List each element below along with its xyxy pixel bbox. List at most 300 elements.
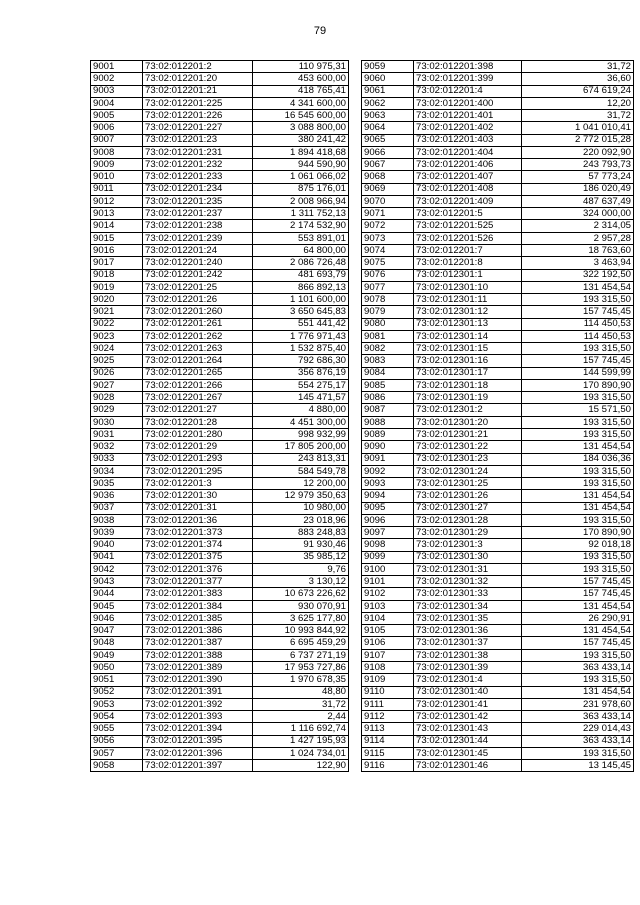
value-cell: 1 061 066,02 xyxy=(253,171,349,183)
row-number-cell: 9027 xyxy=(91,379,143,391)
cadastral-number-cell: 73:02:012301:35 xyxy=(414,612,522,624)
table-row xyxy=(362,490,634,502)
value-cell: 553 891,01 xyxy=(253,232,349,244)
cadastral-number-cell: 73:02:012201:409 xyxy=(414,195,522,207)
cadastral-number-cell: 73:02:012301:32 xyxy=(414,576,522,588)
cadastral-number-cell: 73:02:012301:41 xyxy=(414,698,522,710)
row-number-cell: 9109 xyxy=(362,674,414,686)
row-number-cell: 9073 xyxy=(362,232,414,244)
table-row xyxy=(362,110,634,122)
value-cell: 131 454,54 xyxy=(522,625,634,637)
row-number-cell: 9071 xyxy=(362,208,414,220)
cadastral-number-cell: 73:02:012201:8 xyxy=(414,257,522,269)
value-cell: 2 174 532,90 xyxy=(253,220,349,232)
cadastral-number-cell: 73:02:012201:26 xyxy=(143,294,253,306)
row-number-cell: 9094 xyxy=(362,490,414,502)
table-row xyxy=(362,244,634,256)
value-cell: 1 024 734,01 xyxy=(253,747,349,759)
value-cell: 883 248,83 xyxy=(253,527,349,539)
row-number-cell: 9029 xyxy=(91,404,143,416)
value-cell: 17 953 727,86 xyxy=(253,662,349,674)
table-row xyxy=(362,637,634,649)
table-row xyxy=(91,110,349,122)
table-row xyxy=(91,404,349,416)
table-row xyxy=(91,649,349,661)
row-number-cell: 9050 xyxy=(91,662,143,674)
cadastral-number-cell: 73:02:012201:237 xyxy=(143,208,253,220)
table-row xyxy=(362,674,634,686)
value-cell: 554 275,17 xyxy=(253,379,349,391)
cadastral-number-cell: 73:02:012301:15 xyxy=(414,343,522,355)
table-row xyxy=(91,637,349,649)
row-number-cell: 9061 xyxy=(362,85,414,97)
value-cell: 48,80 xyxy=(253,686,349,698)
table-row xyxy=(362,355,634,367)
value-cell: 193 315,50 xyxy=(522,416,634,428)
row-number-cell: 9010 xyxy=(91,171,143,183)
value-cell: 170 890,90 xyxy=(522,379,634,391)
value-cell: 1 970 678,35 xyxy=(253,674,349,686)
cadastral-number-cell: 73:02:012301:28 xyxy=(414,514,522,526)
table-row xyxy=(362,208,634,220)
row-number-cell: 9001 xyxy=(91,61,143,73)
cadastral-number-cell: 73:02:012201:225 xyxy=(143,97,253,109)
cadastral-number-cell: 73:02:012201:395 xyxy=(143,735,253,747)
row-number-cell: 9077 xyxy=(362,281,414,293)
row-number-cell: 9107 xyxy=(362,649,414,661)
value-cell: 193 315,50 xyxy=(522,563,634,575)
table-row xyxy=(91,73,349,85)
cadastral-number-cell: 73:02:012201:373 xyxy=(143,527,253,539)
cadastral-number-cell: 73:02:012301:36 xyxy=(414,625,522,637)
row-number-cell: 9036 xyxy=(91,490,143,502)
value-cell: 193 315,50 xyxy=(522,674,634,686)
value-cell: 551 441,42 xyxy=(253,318,349,330)
cadastral-number-cell: 73:02:012201:266 xyxy=(143,379,253,391)
value-cell: 186 020,49 xyxy=(522,183,634,195)
value-cell: 1 776 971,43 xyxy=(253,330,349,342)
value-cell: 193 315,50 xyxy=(522,392,634,404)
cadastral-number-cell: 73:02:012201:396 xyxy=(143,747,253,759)
cadastral-number-cell: 73:02:012201:27 xyxy=(143,404,253,416)
cadastral-number-cell: 73:02:012201:2 xyxy=(143,61,253,73)
value-cell: 6 737 271,19 xyxy=(253,649,349,661)
cadastral-number-cell: 73:02:012301:30 xyxy=(414,551,522,563)
row-number-cell: 9041 xyxy=(91,551,143,563)
cadastral-number-cell: 73:02:012301:18 xyxy=(414,379,522,391)
table-row xyxy=(91,171,349,183)
value-cell: 2 086 726,48 xyxy=(253,257,349,269)
cadastral-number-cell: 73:02:012201:31 xyxy=(143,502,253,514)
value-cell: 13 145,45 xyxy=(522,760,634,772)
value-cell: 131 454,54 xyxy=(522,600,634,612)
table-row xyxy=(91,453,349,465)
table-row xyxy=(362,441,634,453)
cadastral-number-cell: 73:02:012201:377 xyxy=(143,576,253,588)
row-number-cell: 9039 xyxy=(91,527,143,539)
cadastral-number-cell: 73:02:012201:262 xyxy=(143,330,253,342)
cadastral-number-cell: 73:02:012301:34 xyxy=(414,600,522,612)
cadastral-number-cell: 73:02:012201:399 xyxy=(414,73,522,85)
value-cell: 3 088 800,00 xyxy=(253,122,349,134)
value-cell: 4 880,00 xyxy=(253,404,349,416)
cadastral-number-cell: 73:02:012301:31 xyxy=(414,563,522,575)
value-cell: 1 041 010,41 xyxy=(522,122,634,134)
row-number-cell: 9004 xyxy=(91,97,143,109)
value-cell: 930 070,91 xyxy=(253,600,349,612)
table-row xyxy=(91,159,349,171)
cadastral-number-cell: 73:02:012301:39 xyxy=(414,662,522,674)
value-cell: 324 000,00 xyxy=(522,208,634,220)
value-cell: 193 315,50 xyxy=(522,551,634,563)
row-number-cell: 9075 xyxy=(362,257,414,269)
table-row xyxy=(91,195,349,207)
cadastral-number-cell: 73:02:012201:401 xyxy=(414,110,522,122)
row-number-cell: 9046 xyxy=(91,612,143,624)
row-number-cell: 9019 xyxy=(91,281,143,293)
row-number-cell: 9008 xyxy=(91,146,143,158)
cadastral-number-cell: 73:02:012201:526 xyxy=(414,232,522,244)
cadastral-number-cell: 73:02:012201:30 xyxy=(143,490,253,502)
value-cell: 363 433,14 xyxy=(522,735,634,747)
value-cell: 193 315,50 xyxy=(522,478,634,490)
value-cell: 1 894 418,68 xyxy=(253,146,349,158)
table-row xyxy=(91,674,349,686)
row-number-cell: 9105 xyxy=(362,625,414,637)
cadastral-number-cell: 73:02:012301:22 xyxy=(414,441,522,453)
value-cell: 193 315,50 xyxy=(522,428,634,440)
row-number-cell: 9045 xyxy=(91,600,143,612)
table-row xyxy=(91,711,349,723)
row-number-cell: 9007 xyxy=(91,134,143,146)
table-row xyxy=(362,698,634,710)
row-number-cell: 9079 xyxy=(362,306,414,318)
cadastral-number-cell: 73:02:012201:235 xyxy=(143,195,253,207)
cadastral-number-cell: 73:02:012201:28 xyxy=(143,416,253,428)
row-number-cell: 9086 xyxy=(362,392,414,404)
table-row xyxy=(362,514,634,526)
table-row xyxy=(362,551,634,563)
value-cell: 122,90 xyxy=(253,760,349,772)
table-row xyxy=(91,747,349,759)
row-number-cell: 9034 xyxy=(91,465,143,477)
table-row xyxy=(362,281,634,293)
cadastral-number-cell: 73:02:012201:7 xyxy=(414,244,522,256)
row-number-cell: 9068 xyxy=(362,171,414,183)
cadastral-number-cell: 73:02:012201:388 xyxy=(143,649,253,661)
row-number-cell: 9057 xyxy=(91,747,143,759)
value-cell: 3 625 177,80 xyxy=(253,612,349,624)
table-row xyxy=(362,195,634,207)
value-cell: 23 018,96 xyxy=(253,514,349,526)
table-row xyxy=(362,760,634,772)
value-cell: 1 101 600,00 xyxy=(253,294,349,306)
row-number-cell: 9106 xyxy=(362,637,414,649)
row-number-cell: 9078 xyxy=(362,294,414,306)
table-row xyxy=(91,122,349,134)
table-row xyxy=(362,612,634,624)
cadastral-number-cell: 73:02:012201:280 xyxy=(143,428,253,440)
row-number-cell: 9081 xyxy=(362,330,414,342)
value-cell: 193 315,50 xyxy=(522,294,634,306)
table-row xyxy=(362,723,634,735)
cadastral-number-cell: 73:02:012201:398 xyxy=(414,61,522,73)
value-cell: 866 892,13 xyxy=(253,281,349,293)
value-cell: 92 018,18 xyxy=(522,539,634,551)
cadastral-number-cell: 73:02:012201:239 xyxy=(143,232,253,244)
table-row xyxy=(91,257,349,269)
row-number-cell: 9066 xyxy=(362,146,414,158)
table-row xyxy=(362,686,634,698)
value-cell: 12 979 350,63 xyxy=(253,490,349,502)
table-row xyxy=(91,588,349,600)
cadastral-number-cell: 73:02:012201:391 xyxy=(143,686,253,698)
value-cell: 418 765,41 xyxy=(253,85,349,97)
cadastral-number-cell: 73:02:012301:29 xyxy=(414,527,522,539)
cadastral-table-right xyxy=(361,60,634,772)
table-row xyxy=(91,392,349,404)
value-cell: 1 427 195,93 xyxy=(253,735,349,747)
cadastral-number-cell: 73:02:012201:389 xyxy=(143,662,253,674)
cadastral-number-cell: 73:02:012301:4 xyxy=(414,674,522,686)
row-number-cell: 9024 xyxy=(91,343,143,355)
cadastral-number-cell: 73:02:012201:397 xyxy=(143,760,253,772)
cadastral-number-cell: 73:02:012201:260 xyxy=(143,306,253,318)
value-cell: 64 800,00 xyxy=(253,244,349,256)
row-number-cell: 9017 xyxy=(91,257,143,269)
cadastral-number-cell: 73:02:012201:402 xyxy=(414,122,522,134)
row-number-cell: 9012 xyxy=(91,195,143,207)
row-number-cell: 9095 xyxy=(362,502,414,514)
row-number-cell: 9005 xyxy=(91,110,143,122)
value-cell: 3 463,94 xyxy=(522,257,634,269)
row-number-cell: 9023 xyxy=(91,330,143,342)
row-number-cell: 9013 xyxy=(91,208,143,220)
table-row xyxy=(91,232,349,244)
row-number-cell: 9115 xyxy=(362,747,414,759)
row-number-cell: 9076 xyxy=(362,269,414,281)
row-number-cell: 9047 xyxy=(91,625,143,637)
row-number-cell: 9089 xyxy=(362,428,414,440)
cadastral-number-cell: 73:02:012301:37 xyxy=(414,637,522,649)
row-number-cell: 9103 xyxy=(362,600,414,612)
cadastral-number-cell: 73:02:012201:263 xyxy=(143,343,253,355)
value-cell: 170 890,90 xyxy=(522,527,634,539)
value-cell: 184 036,36 xyxy=(522,453,634,465)
row-number-cell: 9011 xyxy=(91,183,143,195)
cadastral-number-cell: 73:02:012201:4 xyxy=(414,85,522,97)
cadastral-number-cell: 73:02:012301:21 xyxy=(414,428,522,440)
cadastral-number-cell: 73:02:012201:231 xyxy=(143,146,253,158)
cadastral-number-cell: 73:02:012301:11 xyxy=(414,294,522,306)
cadastral-number-cell: 73:02:012201:3 xyxy=(143,478,253,490)
row-number-cell: 9088 xyxy=(362,416,414,428)
value-cell: 31,72 xyxy=(522,61,634,73)
row-number-cell: 9058 xyxy=(91,760,143,772)
cadastral-number-cell: 73:02:012201:392 xyxy=(143,698,253,710)
table-row xyxy=(362,588,634,600)
table-row xyxy=(91,330,349,342)
table-row xyxy=(362,527,634,539)
row-number-cell: 9015 xyxy=(91,232,143,244)
value-cell: 35 985,12 xyxy=(253,551,349,563)
value-cell: 1 311 752,13 xyxy=(253,208,349,220)
row-number-cell: 9062 xyxy=(362,97,414,109)
table-row xyxy=(91,760,349,772)
cadastral-number-cell: 73:02:012201:24 xyxy=(143,244,253,256)
value-cell: 2,44 xyxy=(253,711,349,723)
row-number-cell: 9054 xyxy=(91,711,143,723)
value-cell: 26 290,91 xyxy=(522,612,634,624)
row-number-cell: 9051 xyxy=(91,674,143,686)
row-number-cell: 9048 xyxy=(91,637,143,649)
row-number-cell: 9059 xyxy=(362,61,414,73)
value-cell: 322 192,50 xyxy=(522,269,634,281)
cadastral-number-cell: 73:02:012201:393 xyxy=(143,711,253,723)
cadastral-number-cell: 73:02:012201:232 xyxy=(143,159,253,171)
table-row xyxy=(362,625,634,637)
value-cell: 10 980,00 xyxy=(253,502,349,514)
row-number-cell: 9016 xyxy=(91,244,143,256)
row-number-cell: 9111 xyxy=(362,698,414,710)
row-number-cell: 9070 xyxy=(362,195,414,207)
value-cell: 481 693,79 xyxy=(253,269,349,281)
table-row xyxy=(91,625,349,637)
cadastral-number-cell: 73:02:012301:42 xyxy=(414,711,522,723)
value-cell: 110 975,31 xyxy=(253,61,349,73)
value-cell: 114 450,53 xyxy=(522,318,634,330)
page-number: 79 xyxy=(313,25,327,37)
row-number-cell: 9110 xyxy=(362,686,414,698)
cadastral-number-cell: 73:02:012201:385 xyxy=(143,612,253,624)
row-number-cell: 9049 xyxy=(91,649,143,661)
table-row xyxy=(362,85,634,97)
row-number-cell: 9091 xyxy=(362,453,414,465)
cadastral-number-cell: 73:02:012201:387 xyxy=(143,637,253,649)
cadastral-number-cell: 73:02:012201:25 xyxy=(143,281,253,293)
row-number-cell: 9026 xyxy=(91,367,143,379)
cadastral-number-cell: 73:02:012201:234 xyxy=(143,183,253,195)
table-row xyxy=(91,61,349,73)
row-number-cell: 9014 xyxy=(91,220,143,232)
table-row xyxy=(362,73,634,85)
value-cell: 31,72 xyxy=(253,698,349,710)
row-number-cell: 9099 xyxy=(362,551,414,563)
value-cell: 487 637,49 xyxy=(522,195,634,207)
table-row xyxy=(91,465,349,477)
cadastral-number-cell: 73:02:012201:20 xyxy=(143,73,253,85)
table-row xyxy=(91,735,349,747)
table-row xyxy=(91,294,349,306)
table-row xyxy=(362,220,634,232)
value-cell: 363 433,14 xyxy=(522,662,634,674)
cadastral-number-cell: 73:02:012201:233 xyxy=(143,171,253,183)
cadastral-number-cell: 73:02:012301:12 xyxy=(414,306,522,318)
row-number-cell: 9030 xyxy=(91,416,143,428)
cadastral-number-cell: 73:02:012301:27 xyxy=(414,502,522,514)
row-number-cell: 9072 xyxy=(362,220,414,232)
table-row xyxy=(362,404,634,416)
row-number-cell: 9025 xyxy=(91,355,143,367)
table-row xyxy=(362,662,634,674)
table-row xyxy=(362,269,634,281)
row-number-cell: 9044 xyxy=(91,588,143,600)
row-number-cell: 9100 xyxy=(362,563,414,575)
cadastral-number-cell: 73:02:012201:36 xyxy=(143,514,253,526)
row-number-cell: 9093 xyxy=(362,478,414,490)
value-cell: 144 599,99 xyxy=(522,367,634,379)
row-number-cell: 9112 xyxy=(362,711,414,723)
table-row xyxy=(91,723,349,735)
value-cell: 243 793,73 xyxy=(522,159,634,171)
cadastral-number-cell: 73:02:012201:227 xyxy=(143,122,253,134)
value-cell: 1 532 875,40 xyxy=(253,343,349,355)
cadastral-number-cell: 73:02:012301:19 xyxy=(414,392,522,404)
cadastral-table-left xyxy=(90,60,349,772)
value-cell: 91 930,46 xyxy=(253,539,349,551)
value-cell: 31,72 xyxy=(522,110,634,122)
value-cell: 1 116 692,74 xyxy=(253,723,349,735)
table-row xyxy=(362,502,634,514)
value-cell: 998 932,99 xyxy=(253,428,349,440)
value-cell: 356 876,19 xyxy=(253,367,349,379)
table-row xyxy=(91,269,349,281)
table-row xyxy=(362,453,634,465)
table-row xyxy=(91,318,349,330)
table-row xyxy=(91,478,349,490)
row-number-cell: 9096 xyxy=(362,514,414,526)
value-cell: 12 200,00 xyxy=(253,478,349,490)
value-cell: 157 745,45 xyxy=(522,637,634,649)
row-number-cell: 9056 xyxy=(91,735,143,747)
cadastral-number-cell: 73:02:012201:386 xyxy=(143,625,253,637)
value-cell: 4 341 600,00 xyxy=(253,97,349,109)
table-row xyxy=(362,392,634,404)
row-number-cell: 9038 xyxy=(91,514,143,526)
row-number-cell: 9021 xyxy=(91,306,143,318)
cadastral-number-cell: 73:02:012201:242 xyxy=(143,269,253,281)
cadastral-number-cell: 73:02:012201:390 xyxy=(143,674,253,686)
table-row xyxy=(91,134,349,146)
row-number-cell: 9092 xyxy=(362,465,414,477)
row-number-cell: 9087 xyxy=(362,404,414,416)
table-row xyxy=(91,527,349,539)
row-number-cell: 9114 xyxy=(362,735,414,747)
cadastral-number-cell: 73:02:012201:383 xyxy=(143,588,253,600)
table-row xyxy=(91,146,349,158)
table-row xyxy=(362,539,634,551)
cadastral-number-cell: 73:02:012201:408 xyxy=(414,183,522,195)
value-cell: 157 745,45 xyxy=(522,306,634,318)
table-row xyxy=(362,747,634,759)
table-row xyxy=(362,465,634,477)
cadastral-number-cell: 73:02:012201:374 xyxy=(143,539,253,551)
value-cell: 157 745,45 xyxy=(522,355,634,367)
value-cell: 875 176,01 xyxy=(253,183,349,195)
table-row xyxy=(91,379,349,391)
value-cell: 18 763,60 xyxy=(522,244,634,256)
table-row xyxy=(362,416,634,428)
table-row xyxy=(91,244,349,256)
table-row xyxy=(362,171,634,183)
table-row xyxy=(91,576,349,588)
table-row xyxy=(362,563,634,575)
row-number-cell: 9037 xyxy=(91,502,143,514)
cadastral-number-cell: 73:02:012301:23 xyxy=(414,453,522,465)
row-number-cell: 9022 xyxy=(91,318,143,330)
cadastral-number-cell: 73:02:012301:13 xyxy=(414,318,522,330)
table-row xyxy=(91,698,349,710)
